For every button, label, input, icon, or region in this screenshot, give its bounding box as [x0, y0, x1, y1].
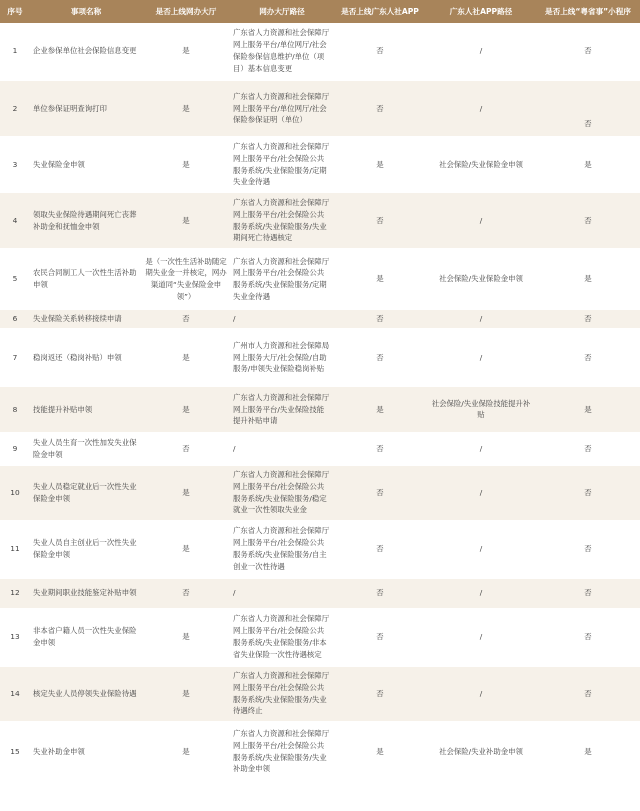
cell-app-path: /	[426, 80, 536, 137]
cell-no: 8	[0, 386, 30, 433]
cell-no: 14	[0, 666, 30, 722]
table-row	[0, 666, 640, 722]
table-row	[0, 465, 640, 521]
cell-app: 否	[334, 80, 426, 137]
cell-no: 11	[0, 521, 30, 578]
table-row	[0, 433, 640, 465]
header-yss: 是否上线“粤省事”小程序	[536, 0, 640, 23]
cell-no: 10	[0, 465, 30, 521]
cell-hall-path: /	[230, 309, 334, 329]
cell-item-name: 农民合同制工人一次性生活补助申领	[30, 249, 142, 309]
cell-online-hall: 是	[142, 80, 230, 137]
cell-yss: 是	[536, 386, 640, 433]
cell-online-hall: 是	[142, 192, 230, 249]
cell-no: 4	[0, 192, 30, 249]
cell-app: 否	[334, 192, 426, 249]
cell-app: 否	[334, 309, 426, 329]
cell-app: 否	[334, 609, 426, 666]
cell-hall-path: 广东省人力资源和社会保障厅网上服务平台/社会保险公共服务系统/失业保险服务/定期失业金待遇	[230, 137, 334, 192]
cell-hall-path: 广东省人力资源和社会保障厅网上服务平台/社会保险公共服务系统/失业保险服务/失业补助金申领	[230, 722, 334, 782]
cell-yss: 否	[536, 309, 640, 329]
table-header	[0, 0, 640, 23]
cell-app-path: /	[426, 23, 536, 80]
cell-no: 3	[0, 137, 30, 192]
cell-item-name: 失业人员自主创业后一次性失业保险金申领	[30, 521, 142, 578]
table-row	[0, 609, 640, 666]
table-row	[0, 249, 640, 309]
cell-item-name: 失业保险关系转移接续申请	[30, 309, 142, 329]
cell-app-path: /	[426, 433, 536, 465]
cell-yss: 是	[536, 137, 640, 192]
cell-yss: 否	[536, 329, 640, 386]
cell-app-path: 社会保险/失业保险金申领	[426, 249, 536, 309]
table-row	[0, 137, 640, 192]
cell-app-path: /	[426, 666, 536, 722]
cell-online-hall: 是	[142, 609, 230, 666]
header-hall-path: 网办大厅路径	[230, 0, 334, 23]
cell-yss: 否	[536, 80, 640, 137]
cell-no: 12	[0, 578, 30, 609]
cell-hall-path: /	[230, 433, 334, 465]
cell-app: 否	[334, 578, 426, 609]
cell-item-name: 技能提升补贴申领	[30, 386, 142, 433]
table-row	[0, 80, 640, 137]
cell-no: 13	[0, 609, 30, 666]
cell-online-hall: 是	[142, 386, 230, 433]
cell-app-path: /	[426, 521, 536, 578]
cell-no: 1	[0, 23, 30, 80]
cell-item-name: 单位参保证明查询打印	[30, 80, 142, 137]
cell-item-name: 核定失业人员停领失业保险待遇	[30, 666, 142, 722]
cell-hall-path: 广东省人力资源和社会保障厅网上服务平台/单位网厅/社会保险参保证明（单位）	[230, 80, 334, 137]
cell-online-hall: 否	[142, 309, 230, 329]
cell-no: 7	[0, 329, 30, 386]
cell-online-hall: 是（一次性生活补助随定期失业金一并核定，网办渠道同“失业保险金申领”）	[142, 249, 230, 309]
cell-item-name: 失业补助金申领	[30, 722, 142, 782]
table-row	[0, 578, 640, 609]
header-no: 序号	[0, 0, 30, 23]
cell-app: 否	[334, 329, 426, 386]
cell-yss: 否	[536, 192, 640, 249]
cell-online-hall: 是	[142, 23, 230, 80]
table-body	[0, 23, 640, 782]
cell-yss: 否	[536, 465, 640, 521]
header-row	[0, 0, 640, 23]
cell-item-name: 失业人员生育一次性加发失业保险金申领	[30, 433, 142, 465]
header-app: 是否上线广东人社APP	[334, 0, 426, 23]
cell-hall-path: 广东省人力资源和社会保障厅网上服务平台/社会保险公共服务系统/失业保险服务/非本省失业保险一次性待遇核定	[230, 609, 334, 666]
table-row	[0, 309, 640, 329]
cell-app: 是	[334, 137, 426, 192]
cell-item-name: 失业人员稳定就业后一次性失业保险金申领	[30, 465, 142, 521]
cell-app-path: /	[426, 192, 536, 249]
cell-app: 否	[334, 23, 426, 80]
cell-yss: 是	[536, 722, 640, 782]
table-row	[0, 23, 640, 80]
cell-no: 2	[0, 80, 30, 137]
cell-hall-path: 广东省人力资源和社会保障厅网上服务平台/社会保险公共服务系统/失业保险服务/定期失业金待遇	[230, 249, 334, 309]
cell-online-hall: 是	[142, 137, 230, 192]
cell-hall-path: 广东省人力资源和社会保障厅网上服务平台/单位网厅/社会保险参保信息维护/单位（项目）基本信息变更	[230, 23, 334, 80]
cell-hall-path: 广州市人力资源和社会保障局网上服务大厅/社会保险/自助服务/申领失业保险稳岗补贴	[230, 329, 334, 386]
cell-app: 是	[334, 249, 426, 309]
cell-item-name: 非本省户籍人员一次性失业保险金申领	[30, 609, 142, 666]
cell-no: 15	[0, 722, 30, 782]
cell-hall-path: /	[230, 578, 334, 609]
table-row	[0, 329, 640, 386]
cell-hall-path: 广东省人力资源和社会保障厅网上服务平台/失业保险技能提升补贴申请	[230, 386, 334, 433]
cell-online-hall: 是	[142, 666, 230, 722]
header-online-hall: 是否上线网办大厅	[142, 0, 230, 23]
cell-yss: 否	[536, 578, 640, 609]
cell-yss: 是	[536, 249, 640, 309]
cell-online-hall: 是	[142, 722, 230, 782]
cell-app-path: 社会保险/失业保险金申领	[426, 137, 536, 192]
cell-item-name: 企业参保单位社会保险信息变更	[30, 23, 142, 80]
cell-app-path: 社会保险/失业补助金申领	[426, 722, 536, 782]
cell-app: 否	[334, 521, 426, 578]
cell-hall-path: 广东省人力资源和社会保障厅网上服务平台/社会保险公共服务系统/失业保险服务/自主创业一次性待遇	[230, 521, 334, 578]
cell-item-name: 领取失业保险待遇期间死亡丧葬补助金和抚恤金申领	[30, 192, 142, 249]
cell-online-hall: 否	[142, 578, 230, 609]
cell-online-hall: 否	[142, 433, 230, 465]
cell-no: 6	[0, 309, 30, 329]
cell-yss: 否	[536, 521, 640, 578]
cell-no: 5	[0, 249, 30, 309]
cell-app-path: /	[426, 309, 536, 329]
cell-item-name: 稳岗返还（稳岗补贴）申领	[30, 329, 142, 386]
cell-yss: 否	[536, 666, 640, 722]
table-row	[0, 192, 640, 249]
cell-no: 9	[0, 433, 30, 465]
cell-online-hall: 是	[142, 329, 230, 386]
cell-online-hall: 是	[142, 465, 230, 521]
cell-hall-path: 广东省人力资源和社会保障厅网上服务平台/社会保险公共服务系统/失业保险服务/失业待遇终止	[230, 666, 334, 722]
cell-yss: 否	[536, 433, 640, 465]
table-row	[0, 722, 640, 782]
cell-yss: 否	[536, 23, 640, 80]
cell-app: 是	[334, 722, 426, 782]
cell-online-hall: 是	[142, 521, 230, 578]
cell-app-path: /	[426, 465, 536, 521]
cell-app: 否	[334, 666, 426, 722]
table-row	[0, 386, 640, 433]
cell-app: 否	[334, 465, 426, 521]
header-app-path: 广东人社APP路径	[426, 0, 536, 23]
cell-yss: 否	[536, 609, 640, 666]
cell-item-name: 失业保险金申领	[30, 137, 142, 192]
header-item-name: 事项名称	[30, 0, 142, 23]
cell-app: 是	[334, 386, 426, 433]
cell-hall-path: 广东省人力资源和社会保障厅网上服务平台/社会保险公共服务系统/失业保险服务/失业期间死亡待遇核定	[230, 192, 334, 249]
cell-app-path: /	[426, 578, 536, 609]
cell-app-path: /	[426, 609, 536, 666]
table-row	[0, 521, 640, 578]
cell-app-path: /	[426, 329, 536, 386]
cell-app-path: 社会保险/失业保险技能提升补贴	[426, 386, 536, 433]
cell-hall-path: 广东省人力资源和社会保障厅网上服务平台/社会保险公共服务系统/失业保险服务/稳定就业一次性领取失业金	[230, 465, 334, 521]
cell-app: 否	[334, 433, 426, 465]
cell-item-name: 失业期间职业技能鉴定补贴申领	[30, 578, 142, 609]
